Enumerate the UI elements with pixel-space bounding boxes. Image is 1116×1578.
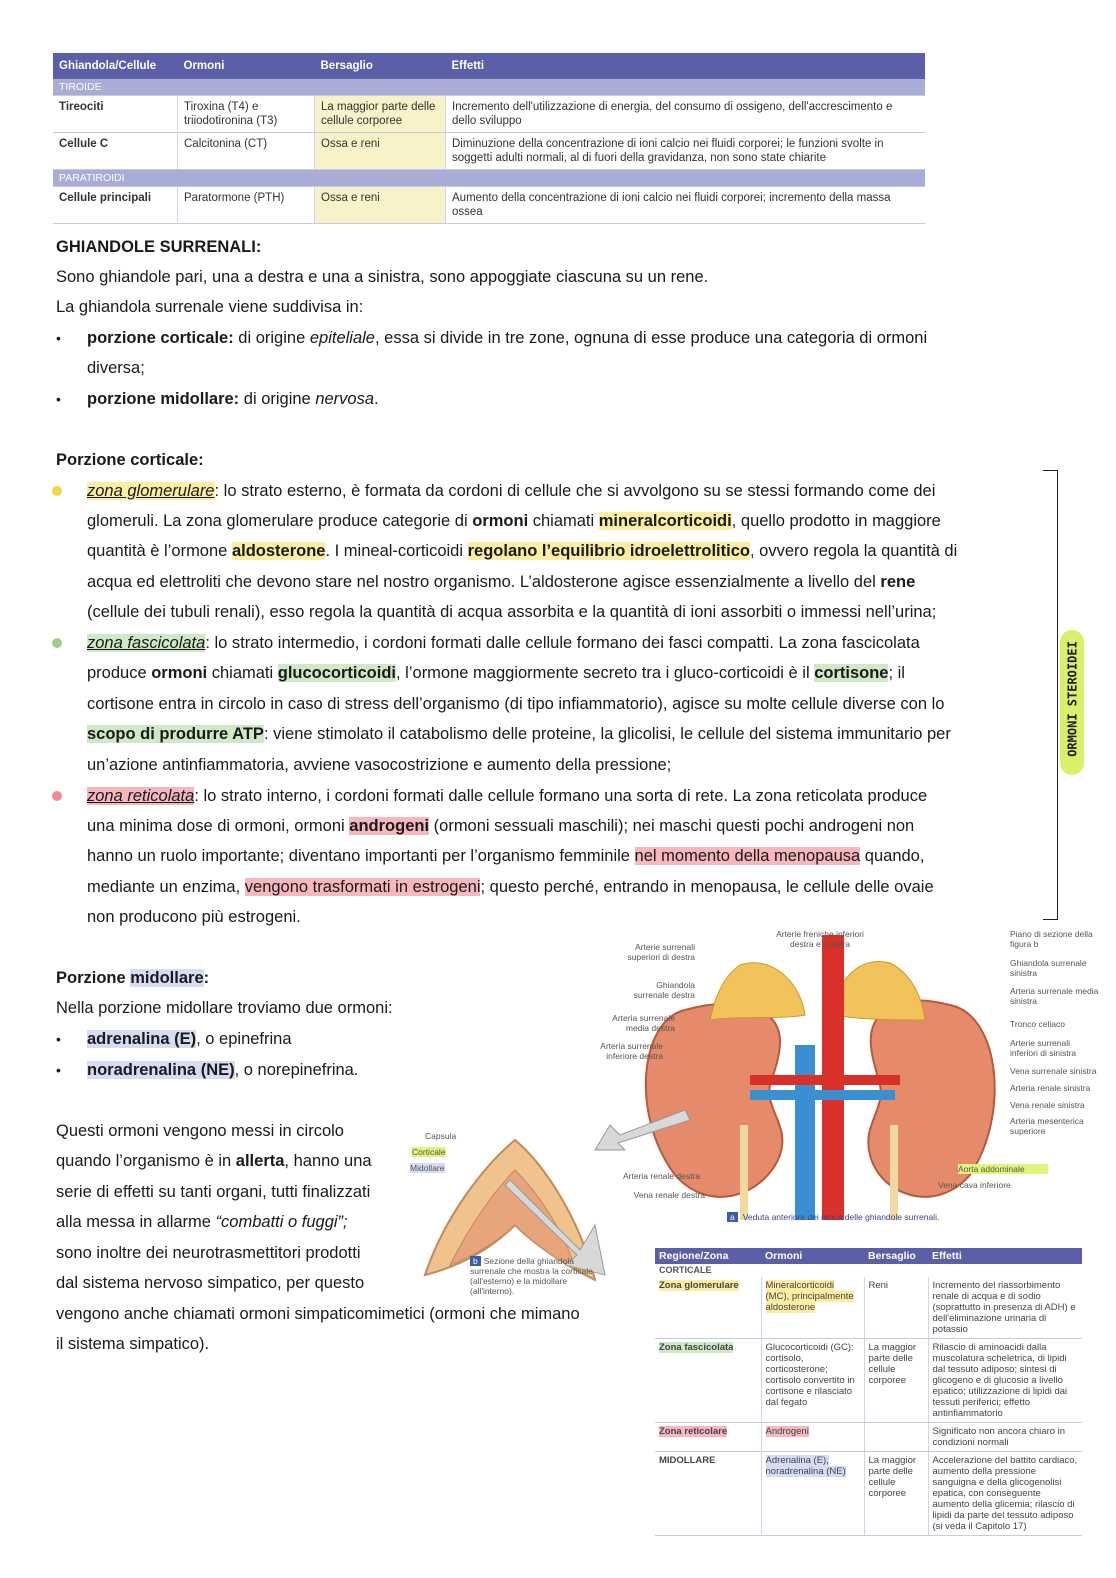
figure-label: Arterie surrenali inferiori di sinistra (1010, 1038, 1077, 1058)
table-cell: Paratormone (PTH) (178, 187, 315, 224)
text-run: ormoni (151, 664, 208, 682)
section-row (655, 1264, 1082, 1277)
text-line (87, 567, 1057, 598)
table-row (53, 96, 925, 133)
figure-label: Vena renale destra (633, 1190, 705, 1200)
term: porzione corticale: (87, 329, 234, 347)
section-row (53, 79, 925, 96)
text-run: acqua ed elettroliti che devono stare nel nostro organismo. L’aldosterone agisce essenzialmente a livello del (87, 573, 881, 591)
table-row (53, 187, 925, 224)
figure-label: Arteria surrenale media destra (612, 1013, 675, 1033)
text-run: : lo strato intermedio, i cordoni formati dalle cellule formano dei fasci compatti. La zona fascicolata (205, 634, 920, 652)
col-header: Ormoni (178, 53, 315, 79)
table-cell: La maggior parte delle cellule corporee (864, 1452, 928, 1536)
text-run: ; il (888, 664, 905, 682)
highlight: midollare (130, 969, 204, 987)
col-header: Ormoni (761, 1248, 864, 1264)
table-cell: Tireociti (53, 96, 178, 133)
figure-label: Capsula (425, 1131, 457, 1141)
text-line (87, 506, 1057, 537)
list-item (87, 781, 1057, 812)
text-run: glomeruli. La zona glomerulare produce categorie di (87, 512, 473, 530)
col-header: Bersaglio (315, 53, 446, 79)
figure-label: Tronco celiaco (1010, 1019, 1065, 1029)
section-heading: GHIANDOLE SURRENALI: (56, 238, 262, 256)
col-header: Regione/Zona (655, 1248, 761, 1264)
text-run: : viene stimolato il catabolismo delle proteine, la glicolisi, le cellule del sistema immunitario per (263, 725, 951, 743)
paragraph-line (56, 1146, 372, 1177)
text-line (87, 719, 1057, 750)
zone-label: Zona glomerulare (659, 1280, 739, 1291)
paragraph: La ghiandola surrenale viene suddivisa in: (56, 298, 364, 316)
table-header-row (53, 53, 925, 79)
table-cell (864, 1423, 928, 1452)
list-item (87, 628, 1057, 659)
paragraph-line: serie di effetti su tanti organi, tutti finalizzati (56, 1183, 371, 1201)
paragraph-line: sono inoltre dei neurotrasmettitori prodotti (56, 1244, 361, 1262)
section-heading (56, 963, 209, 994)
list-item (87, 384, 1057, 415)
table-cell: Significato non ancora chiaro in condizioni normali (928, 1423, 1082, 1452)
bullet-icon: • (56, 1031, 61, 1047)
figure-label: Vena surrenale sinistra (1010, 1066, 1097, 1076)
figure-label: Arteria mesenterica superiore (1010, 1116, 1084, 1136)
table-cell: La maggior parte delle cellule corporee (315, 96, 446, 133)
text-run: , o norepinefrina. (234, 1061, 359, 1079)
table-cell: Glucocorticoidi (GC): cortisolo, corticosterone; cortisolo convertito in cortisone e rilasciato dal fegato (761, 1339, 864, 1423)
figure-label: Aorta addominale (958, 1164, 1048, 1174)
text-line: un’azione antinfiammatoria, avviene vasocostrizione e aumento della pressione; (87, 756, 672, 774)
caption-text: Veduta anteriore dei reni e delle ghiandole surrenali. (742, 1212, 940, 1222)
col-header: Effetti (446, 53, 926, 79)
text-run: chiamati (207, 664, 278, 682)
section-title: TIROIDE (53, 79, 925, 96)
text-run: chiamati (528, 512, 599, 530)
highlight: noradrenalina (NE) (87, 1061, 235, 1079)
text-run: , o epinefrina (196, 1030, 292, 1048)
term: zona glomerulare (87, 482, 215, 500)
text-line: non producono più estrogeni. (87, 908, 301, 926)
text-run: : lo strato interno, i cordoni formati dalle cellule formano una sorta di rete. La zona reticolata produce (194, 787, 928, 805)
table-cell (761, 1452, 864, 1536)
text-run: quantità è l’ormone (87, 542, 232, 560)
section-row (53, 170, 925, 187)
table-cell (761, 1277, 864, 1339)
table-cell: Incremento dell'utilizzazione di energia, del consumo di ossigeno, dell'accrescimento e dello sviluppo (446, 96, 926, 133)
text-run: hanno un ruolo importante; diventano importanti per l’organismo femminile (87, 847, 635, 865)
list-item-continuation: diversa; (87, 359, 145, 377)
table-cell (655, 1339, 761, 1423)
table-cell: Ossa e reni (315, 133, 446, 170)
zone-label: Zona reticolare (659, 1426, 728, 1437)
table-cell: Calcitonina (CT) (178, 133, 315, 170)
paragraph-line: vengono anche chiamati ormoni simpaticomimetici (ormoni che mimano (56, 1305, 580, 1323)
text-run: , essa si divide in tre zone, ognuna di esse produce una categoria di ormoni (374, 329, 928, 347)
side-tag (1060, 630, 1084, 775)
text-run: di origine (233, 329, 310, 347)
text-run: mediante un enzima, (87, 878, 245, 896)
text-run: : (203, 969, 210, 987)
figure-caption: a Veduta anteriore dei reni e delle ghiandole surrenali. (727, 1212, 1007, 1222)
figure-label: Arteria renale sinistra (1010, 1083, 1091, 1093)
text-run: , ovvero regola la quantità di (749, 542, 958, 560)
table-cell: Cellule principali (53, 187, 178, 224)
text-run: (ormoni sessuali maschili); nei maschi questi pochi androgeni non (429, 817, 915, 835)
highlight: vengono trasformati in estrogeni (244, 878, 481, 896)
paragraph: Nella porzione midollare troviamo due ormoni: (56, 999, 393, 1017)
text-run: , quello prodotto in maggiore (731, 512, 941, 530)
figure-label: Arterie freniche inferiori destra e sinistra (776, 929, 864, 949)
table-cell: Ossa e reni (315, 187, 446, 224)
figure-label: Arteria surrenale inferiore destra (600, 1041, 663, 1061)
list-item (87, 323, 1057, 354)
text-line (87, 536, 1057, 567)
highlight: glucocorticoidi (277, 664, 397, 682)
figure-label: Vena cava inferiore (938, 1180, 1011, 1190)
adrenal-hormones-table (655, 1248, 1082, 1536)
caption-text: Sezione della ghiandola surrenale che mostra la corticale (all'esterno) e la midollare (all'interno). (470, 1256, 593, 1296)
paragraph-line (56, 1207, 348, 1238)
highlight: aldosterone (231, 542, 326, 560)
text-run: quando l’organismo è in (56, 1152, 236, 1170)
table-cell (655, 1423, 761, 1452)
highlight: adrenalina (E) (87, 1030, 197, 1048)
bullet-icon (52, 486, 62, 496)
text-run: epiteliale (309, 329, 375, 347)
table-row (655, 1339, 1082, 1423)
bullet-icon (52, 638, 62, 648)
figure-label: Corticale (412, 1147, 446, 1157)
table-cell: Rilascio di aminoacidi dalla muscolatura scheletrica, di lipidi dal tessuto adiposo; sintesi di glicogeno e di glucosio a livello epatico; utilizzazione di lipidi dai tessuti periferici; effetto antinfiammatorio (928, 1339, 1082, 1423)
highlight: regolano l’equilibrio idroelettrolitico (467, 542, 750, 560)
text-run: , hanno una (284, 1152, 372, 1170)
text-run: nervosa (315, 390, 375, 408)
figure-caption: b Sezione della ghiandola surrenale che mostra la corticale (all'esterno) e la midollare (all'interno). (470, 1256, 593, 1296)
section-heading: Porzione corticale: (56, 451, 204, 469)
table-row (655, 1277, 1082, 1339)
side-tag-label: ORMONI STEROIDEI (1065, 641, 1080, 757)
table-cell: Reni (864, 1277, 928, 1339)
text-run: di origine (239, 390, 316, 408)
paragraph: Sono ghiandole pari, una a destra e una a sinistra, sono appoggiate ciascuna su un rene. (56, 268, 709, 286)
text-line (87, 872, 1057, 903)
text-run: Porzione (56, 969, 131, 987)
table-cell: Accelerazione del battito cardiaco, aumento della pressione sanguigna e della glicogenolisi epatica, con conseguente aumento della glicemia; rilascio di lipidi da parte del tessuto adiposo (si veda il Capitolo 17) (928, 1452, 1082, 1536)
table-cell: Incremento del riassorbimento renale di acqua e di sodio (soprattutto in presenza di ADH) e dell'eliminazione urinaria di potassio (928, 1277, 1082, 1339)
col-header: Bersaglio (864, 1248, 928, 1264)
table-cell (655, 1452, 761, 1536)
zone-label: Zona fascicolata (659, 1342, 734, 1353)
table-cell: Tiroxina (T4) e triiodotironina (T3) (178, 96, 315, 133)
text-run: : lo strato esterno, è formata da cordoni di cellule che si avvolgono su se stessi formando come dei (214, 482, 936, 500)
cell-text: Adrenalina (E), noradrenalina (NE) (765, 1455, 846, 1477)
term: zona reticolata (87, 787, 195, 805)
highlight: androgeni (349, 817, 430, 835)
table-row (655, 1452, 1082, 1536)
figure-label: Arteria surrenale media sinistra (1010, 986, 1099, 1006)
text-run: “combatti o fuggi”; (215, 1213, 348, 1231)
table-row (655, 1423, 1082, 1452)
paragraph-line: Questi ormoni vengono messi in circolo (56, 1122, 344, 1140)
figure-label: Ghiandola surrenale sinistra (1010, 958, 1087, 978)
table-cell (655, 1277, 761, 1339)
text-run: quando, (860, 847, 925, 865)
col-header: Effetti (928, 1248, 1082, 1264)
text-run: allerta (235, 1152, 285, 1170)
bullet-icon: • (56, 330, 61, 346)
term: zona fascicolata (87, 634, 206, 652)
list-item (87, 476, 1057, 507)
text-run: ; questo perché, entrando in menopausa, le cellule delle ovaie (480, 878, 934, 896)
highlight: nel momento della menopausa (634, 847, 861, 865)
section-title: PARATIROIDI (53, 170, 925, 187)
bullet-icon: • (56, 1062, 61, 1078)
highlight: cortisone (814, 664, 889, 682)
text-run: alla messa in allarme (56, 1213, 216, 1231)
section-title: MIDOLLARE (659, 1455, 716, 1466)
figure-label: Midollare (410, 1163, 445, 1173)
paragraph-line: il sistema simpatico). (56, 1335, 210, 1353)
table-cell (761, 1423, 864, 1452)
figure-label: Arterie surrenali superiori di destra (627, 942, 695, 962)
text-run: ormoni (472, 512, 529, 530)
text-run: produce (87, 664, 152, 682)
highlight: scopo di produrre ATP (87, 725, 264, 743)
section-title: CORTICALE (659, 1265, 712, 1275)
text-run: , l’ormone maggiormente secreto tra i gluco-corticoidi è il (396, 664, 815, 682)
text-line: (cellule dei tubuli renali), esso regola la quantità di acqua assorbita e la quantità di ioni assorbiti o immessi nell’urina; (87, 603, 937, 621)
bullet-icon: • (56, 391, 61, 407)
text-run: una minima dose di ormoni, ormoni (87, 817, 350, 835)
bracket-annotation (1043, 470, 1058, 920)
list-item (87, 1055, 587, 1086)
text-line (87, 841, 1057, 872)
table-cell: Aumento della concentrazione di ioni calcio nei fluidi corporei; incremento della massa ossea (446, 187, 926, 224)
table-cell: Cellule C (53, 133, 178, 170)
figure-label: Vena renale sinistra (1010, 1100, 1085, 1110)
table-cell: La maggior parte delle cellule corporee (864, 1339, 928, 1423)
text-run: . (374, 390, 379, 408)
highlight: mineralcorticoidi (598, 512, 732, 530)
term: porzione midollare: (87, 390, 240, 408)
text-line (87, 658, 1057, 689)
text-run: rene (880, 573, 916, 591)
figure-label: Piano di sezione della figura b (1010, 929, 1093, 949)
thyroid-parathyroid-table (53, 53, 925, 224)
table-row (53, 133, 925, 170)
col-header: Ghiandola/Cellule (53, 53, 178, 79)
cell-text: Androgeni (765, 1426, 809, 1437)
bullet-icon (52, 791, 62, 801)
text-line: cortisone entra in circolo in caso di stress dell’organismo (di tipo infiammatorio), agisce su molte cellule diverse con lo (87, 695, 945, 713)
table-header-row (655, 1248, 1082, 1264)
paragraph-line: dal sistema nervoso simpatico, per questo (56, 1274, 365, 1292)
cell-text: Mineralcorticoidi (MC), principalmente aldosterone (765, 1280, 854, 1313)
text-line (87, 811, 1057, 842)
figure-label: Arteria renale destra (622, 1171, 700, 1181)
figure-label: Ghiandola surrenale destra (633, 980, 695, 1000)
text-run: . I mineal-corticoidi (325, 542, 468, 560)
table-cell: Diminuzione della concentrazione di ioni calcio nei fluidi corporei; le funzioni svolte in soggetti adulti normali, al di fuori della gravidanza, non sono state chiarite (446, 133, 926, 170)
list-item (87, 1024, 587, 1055)
